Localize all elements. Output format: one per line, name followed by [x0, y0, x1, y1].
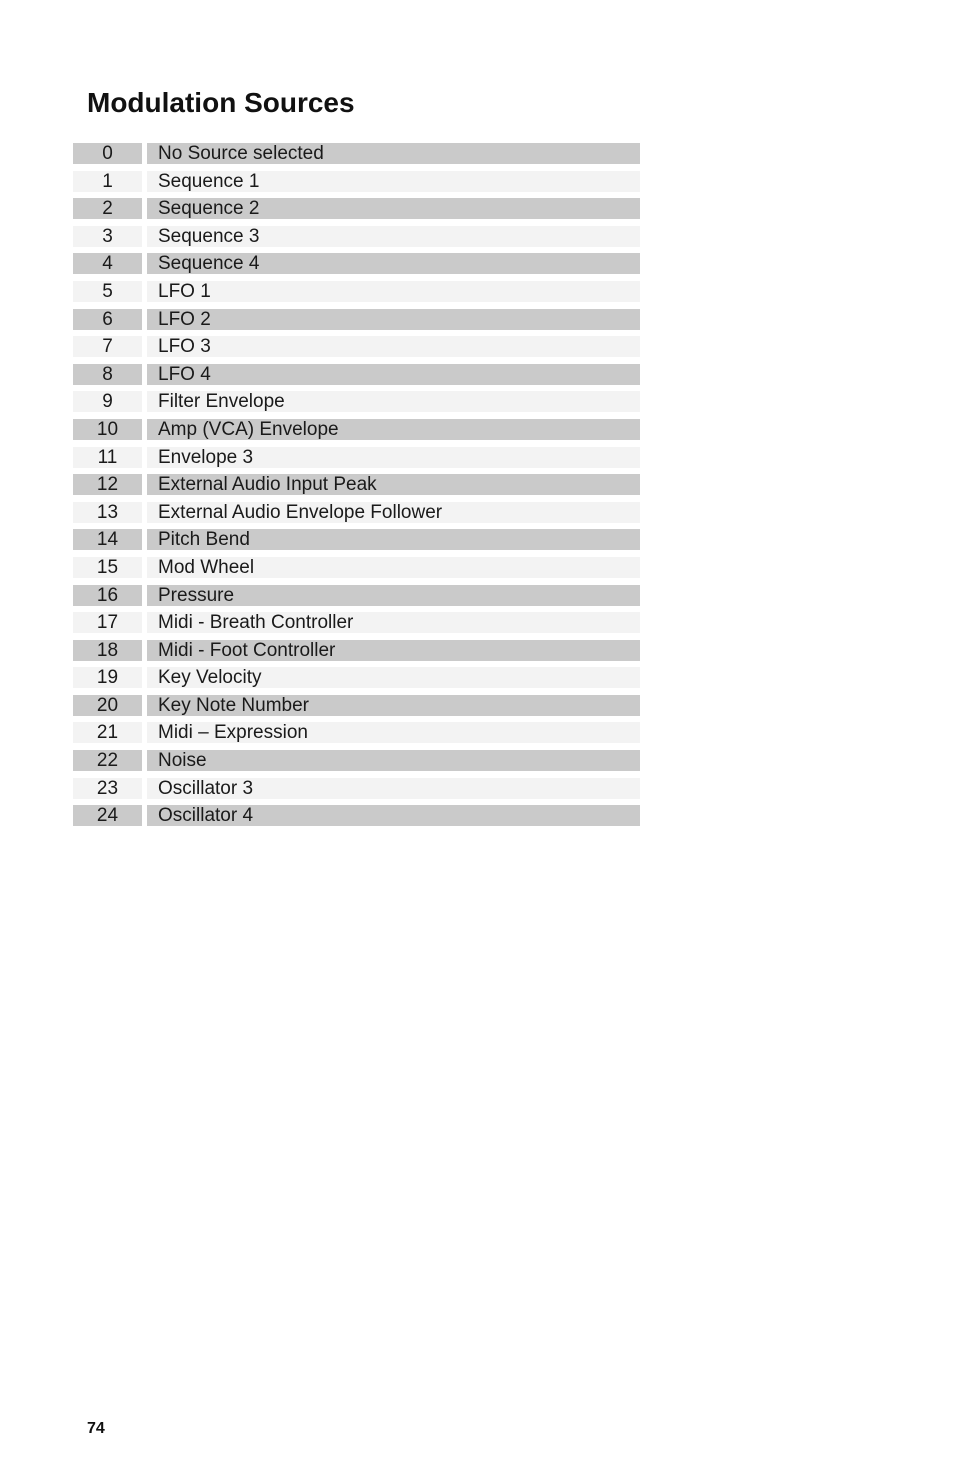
source-number: 17	[73, 612, 142, 633]
table-row	[73, 611, 640, 639]
table-row	[73, 473, 640, 501]
source-name: Sequence 3	[147, 226, 640, 247]
source-name: Amp (VCA) Envelope	[147, 419, 640, 440]
table-row	[73, 501, 640, 529]
source-name: Noise	[147, 750, 640, 771]
source-number: 11	[73, 447, 142, 468]
table-row	[73, 197, 640, 225]
source-name: Midi – Expression	[147, 722, 640, 743]
source-number: 18	[73, 640, 142, 661]
source-name: Key Velocity	[147, 667, 640, 688]
table-row	[73, 390, 640, 418]
page-title: Modulation Sources	[87, 87, 355, 118]
source-name: Filter Envelope	[147, 391, 640, 412]
source-name: Sequence 1	[147, 171, 640, 192]
table-row	[73, 170, 640, 198]
table-row	[73, 252, 640, 280]
source-number: 9	[73, 391, 142, 412]
source-number: 14	[73, 529, 142, 550]
source-name: Pressure	[147, 585, 640, 606]
table-row	[73, 280, 640, 308]
source-name: LFO 3	[147, 336, 640, 357]
source-number: 8	[73, 364, 142, 385]
modulation-sources-table	[73, 142, 640, 832]
source-name: Midi - Foot Controller	[147, 640, 640, 661]
table-row	[73, 639, 640, 667]
source-name: Sequence 2	[147, 198, 640, 219]
source-name: Mod Wheel	[147, 557, 640, 578]
source-number: 20	[73, 695, 142, 716]
source-number: 16	[73, 585, 142, 606]
source-name: Envelope 3	[147, 447, 640, 468]
source-number: 5	[73, 281, 142, 302]
source-number: 4	[73, 253, 142, 274]
page-number: 74	[87, 1420, 105, 1437]
source-number: 15	[73, 557, 142, 578]
source-name: Oscillator 4	[147, 805, 640, 826]
table-row	[73, 363, 640, 391]
table-row	[73, 142, 640, 170]
table-row	[73, 666, 640, 694]
table-row	[73, 777, 640, 805]
source-number: 1	[73, 171, 142, 192]
source-number: 19	[73, 667, 142, 688]
source-name: LFO 4	[147, 364, 640, 385]
source-name: Midi - Breath Controller	[147, 612, 640, 633]
source-name: Oscillator 3	[147, 778, 640, 799]
source-number: 13	[73, 502, 142, 523]
table-row	[73, 804, 640, 832]
source-number: 0	[73, 143, 142, 164]
source-number: 3	[73, 226, 142, 247]
source-number: 6	[73, 309, 142, 330]
source-number: 24	[73, 805, 142, 826]
table-row	[73, 721, 640, 749]
source-name: LFO 1	[147, 281, 640, 302]
source-name: Sequence 4	[147, 253, 640, 274]
source-number: 12	[73, 474, 142, 495]
table-row	[73, 556, 640, 584]
source-number: 22	[73, 750, 142, 771]
table-row	[73, 584, 640, 612]
source-number: 21	[73, 722, 142, 743]
source-number: 7	[73, 336, 142, 357]
source-name: LFO 2	[147, 309, 640, 330]
table-row	[73, 694, 640, 722]
table-row	[73, 446, 640, 474]
source-name: External Audio Input Peak	[147, 474, 640, 495]
table-row	[73, 528, 640, 556]
source-name: Pitch Bend	[147, 529, 640, 550]
source-number: 10	[73, 419, 142, 440]
source-name: External Audio Envelope Follower	[147, 502, 640, 523]
table-row	[73, 418, 640, 446]
table-row	[73, 308, 640, 336]
table-row	[73, 335, 640, 363]
table-row	[73, 749, 640, 777]
table-row	[73, 225, 640, 253]
source-number: 2	[73, 198, 142, 219]
source-name: No Source selected	[147, 143, 640, 164]
source-number: 23	[73, 778, 142, 799]
source-name: Key Note Number	[147, 695, 640, 716]
